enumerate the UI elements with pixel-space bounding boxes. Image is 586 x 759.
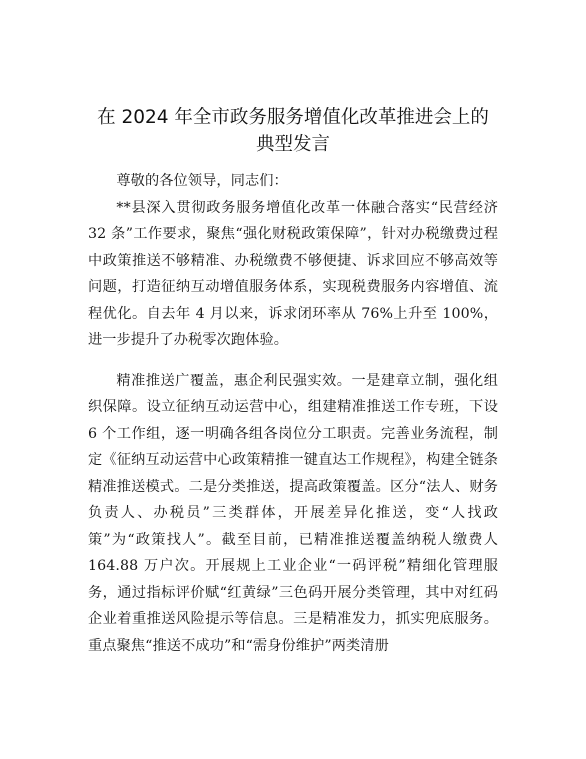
paragraph-1: **县深入贯彻政务服务增值化改革一体融合落实“民营经济 32 条”工作要求，聚焦“强化财税政策保障”，针对办税缴费过程中政策推送不够精准、办税缴费不够便捷、诉求回应不够高效等问题，打造征纳互动增值服务体系，实现税费服务内容增值、流程优化。自去年 4 月以来，诉求闭环率从 76%上升至 100%，进一步提升了办税零次跑体验。 [88, 199, 498, 348]
paragraph-2: 精准推送广覆盖，惠企利民强实效。一是建章立制，强化组织保障。设立征纳互动运营中心，组建精准推送工作专班，下设 6 个工作组，逐一明确各组各岗位分工职责。完善业务流程，制定《征纳互动运营中心政策精推一键直达工作规程》，构建全链条精准推送模式。二是分类推送，提高政策覆盖。区分“法人、财务负责人、办税员”三类群体，开展差异化推送，变“人找政策”为“政策找人”。截至目前，已精准推送覆盖纳税人缴费人 164.88 万户次。开展规上工业企业“一码评税”精细化管理服务，通过指标评价赋“红黄绿”三色码开展分类管理，其中对红码企业着重推送风险提示等信息。三是精准发力，抓实兜底服务。重点聚焦“推送不成功”和“需身份维护”两类清册 [88, 372, 498, 654]
title-line-2: 典型发言 [255, 134, 330, 155]
salutation: 尊敬的各位领导，同志们： [116, 173, 288, 189]
title-line-1: 在 2024 年全市政务服务增值化改革推进会上的 [97, 107, 489, 128]
document-body [88, 168, 498, 659]
document-title [60, 104, 526, 158]
